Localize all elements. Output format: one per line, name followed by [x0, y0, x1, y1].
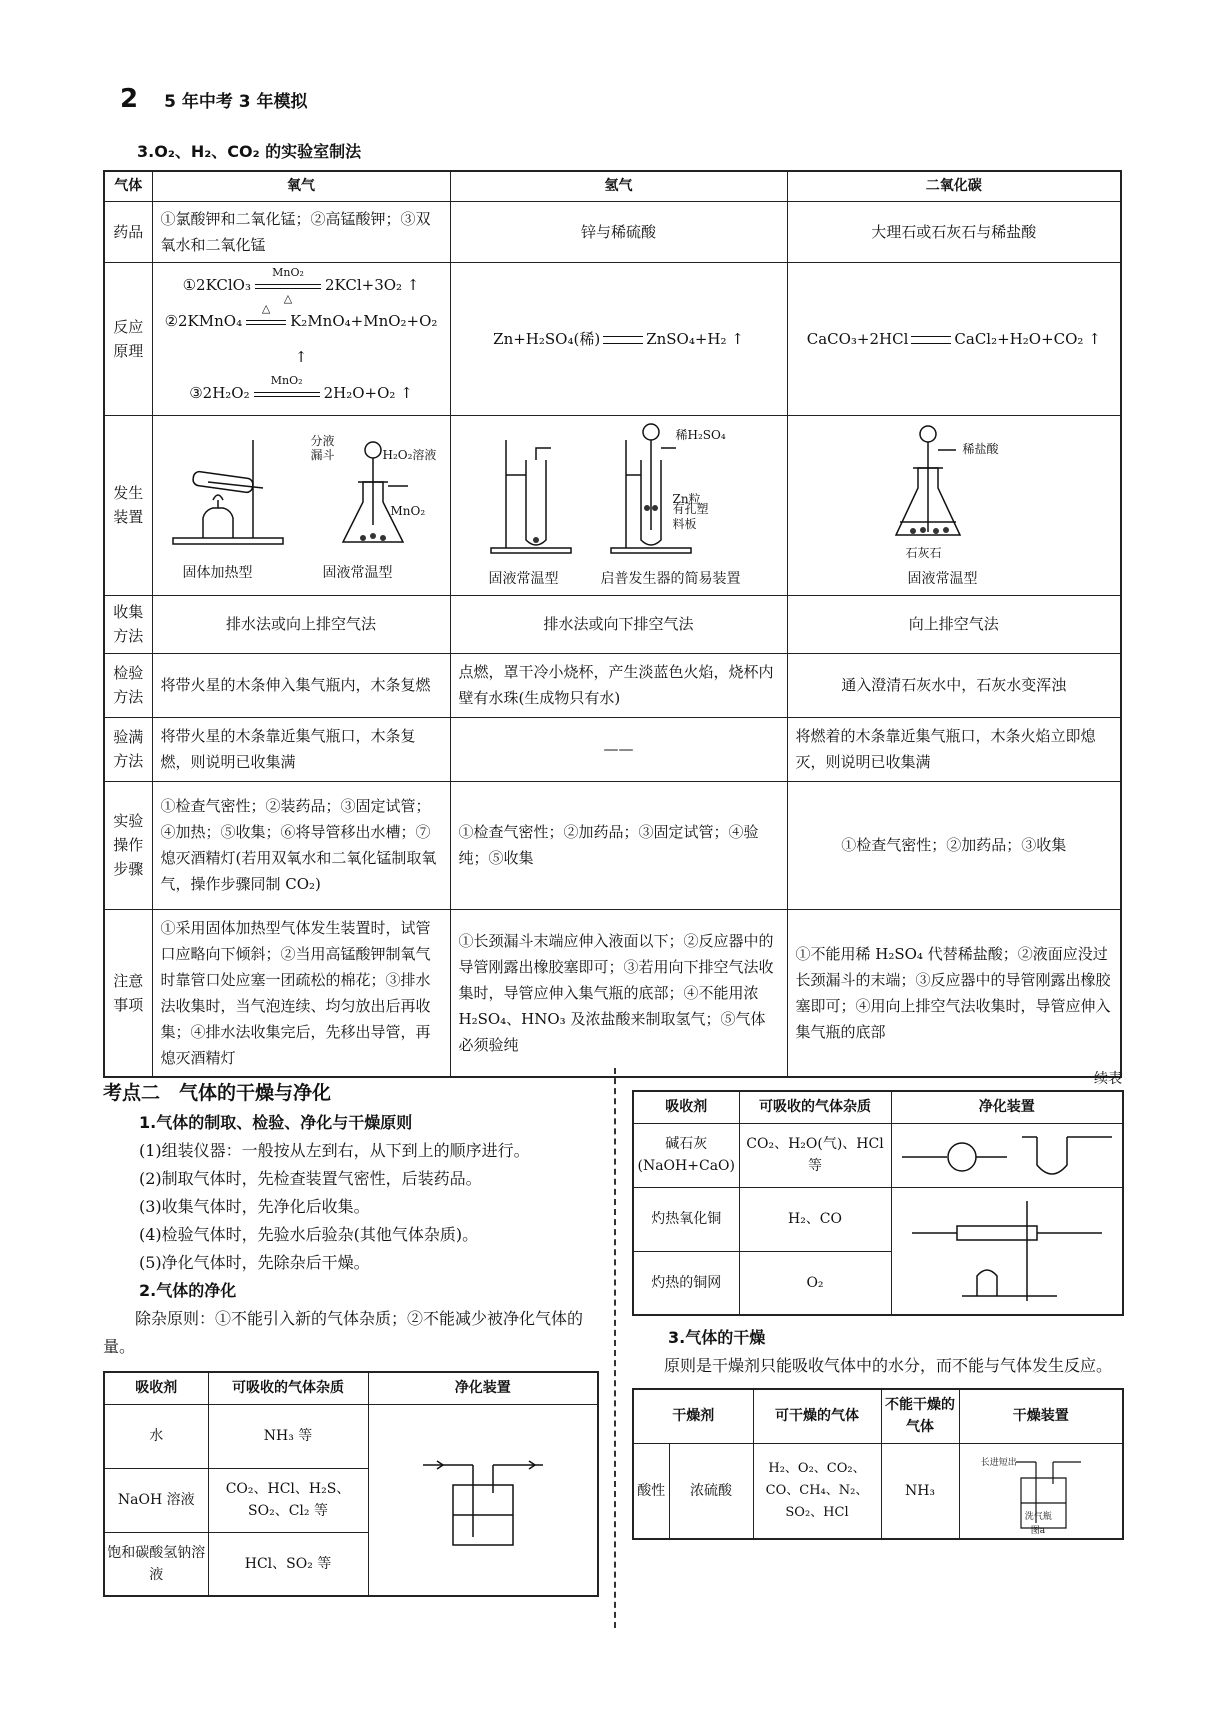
caption-co2-solid-liquid: 固液常温型	[907, 571, 978, 587]
principle-item: (1)组装仪器：一般按从左到右，从下到上的顺序进行。	[139, 1141, 530, 1160]
co2-drugs: 大理石或石灰石与稀盐酸	[787, 201, 1121, 262]
header-dryable-gas: 可干燥的气体	[753, 1389, 881, 1443]
caption-solid-heating: 固体加热型	[182, 565, 253, 581]
o2-steps: ①检查气密性；②装药品；③固定试管；④加热；⑤收集；⑥将导管移出水槽；⑦熄灭酒精灯(若用双氧水和二氧化锰制取氧气，操作步骤同制 CO₂)	[152, 781, 450, 909]
header-absorbent: 吸收剂	[104, 1372, 208, 1404]
co2-apparatus-drawing	[788, 420, 1120, 590]
h2-full: ——	[450, 717, 787, 781]
wash-bottle-drawing	[413, 1445, 553, 1555]
col-header-o2: 氧气	[152, 171, 450, 201]
heated-tube-drawing	[907, 1196, 1107, 1306]
gas-preparation-table	[103, 170, 1122, 1078]
o2-reactions	[152, 262, 450, 415]
co2-full: 将燃着的木条靠近集气瓶口，木条火焰立即熄灭，则说明已收集满	[787, 717, 1121, 781]
header-drying-device: 干燥装置	[959, 1389, 1123, 1443]
impurity-cell: NH₃ 等	[208, 1404, 368, 1468]
o2-collect: 排水法或向上排空气法	[152, 595, 450, 653]
principle-item: (4)检验气体时，先验水后验杂(其他气体杂质)。	[139, 1225, 479, 1244]
o2-notes: ①采用固体加热型气体发生装置时，试管口应略向下倾斜；②当用高锰酸钾制氧气时靠管口处应塞一团疏松的棉花；③排水法收集时，当气泡连续、均匀放出后再收集；④排水法收集完后，先移出导管，再熄灭酒精灯	[152, 909, 450, 1077]
absorbent-cell: NaOH 溶液	[104, 1468, 208, 1532]
non-dryable-gases: NH₃	[881, 1443, 959, 1539]
row-label-test: 检验方法	[104, 653, 152, 717]
label-figure-a: 图a	[1030, 1525, 1046, 1536]
row-label-reaction: 反应原理	[104, 262, 152, 415]
absorbent-cell: 灼热的铜网	[633, 1251, 739, 1315]
row-label-collect: 收集方法	[104, 595, 152, 653]
subtitle-purification: 2.气体的净化	[139, 1281, 237, 1300]
header-drying-agent: 干燥剂	[633, 1389, 753, 1443]
co2-test: 通入澄清石灰水中，石灰水变浑浊	[787, 653, 1121, 717]
header-impurity: 可吸收的气体杂质	[208, 1372, 368, 1404]
agent-type: 酸性	[633, 1443, 669, 1539]
row-label-apparatus: 发生装置	[104, 415, 152, 595]
h2-notes: ①长颈漏斗末端应伸入液面以下；②反应器中的导管刚露出橡胶塞即可；③若用向下排空气法收集时，导管应伸入集气瓶的底部；④不能用浓 H₂SO₄、HNO₃ 及浓盐酸来制取氢气；⑤气体必须验纯	[450, 909, 787, 1077]
absorbent-cell: 碱石灰(NaOH+CaO)	[633, 1123, 739, 1187]
u-tube-device	[891, 1123, 1123, 1187]
subtitle-principles: 1.气体的制取、检验、净化与干燥原则	[139, 1113, 413, 1132]
row-label-full: 验满方法	[104, 717, 152, 781]
h2-apparatus	[450, 415, 787, 595]
label-wash-bottle: 洗气瓶	[1024, 1511, 1052, 1522]
label-mno2: MnO₂	[390, 504, 426, 518]
o2-apparatus	[152, 415, 450, 595]
heated-tube-device	[891, 1187, 1123, 1315]
principle-item: (2)制取气体时，先检查装置气密性，后装药品。	[139, 1169, 482, 1188]
drying-bottle-device	[959, 1443, 1123, 1539]
row-label-notes: 注意事项	[104, 909, 152, 1077]
o2-full: 将带火星的木条靠近集气瓶口，木条复燃，则说明已收集满	[152, 717, 450, 781]
label-dilute-hcl: 稀盐酸	[962, 442, 999, 456]
caption-h2-solid-liquid: 固液常温型	[488, 571, 559, 587]
h2-drugs: 锌与稀硫酸	[450, 201, 787, 262]
col-header-h2: 氢气	[450, 171, 787, 201]
kaodian-2-section	[103, 1078, 597, 1597]
h2-apparatus-drawing	[451, 420, 786, 590]
co2-collect: 向上排空气法	[787, 595, 1121, 653]
impurity-cell: CO₂、H₂O(气)、HCl 等	[739, 1123, 891, 1187]
h2-steps: ①检查气密性；②加药品；③固定试管；④验纯；⑤收集	[450, 781, 787, 909]
agent-name: 浓硫酸	[669, 1443, 753, 1539]
purification-table	[103, 1371, 599, 1597]
principle-item: (5)净化气体时，先除杂后干燥。	[139, 1253, 370, 1272]
caption-kipp: 启普发生器的简易装置	[600, 571, 741, 587]
section-title: 3.O₂、H₂、CO₂ 的实验室制法	[137, 142, 362, 161]
absorbent-cell: 水	[104, 1404, 208, 1468]
drying-principle: 原则是干燥剂只能吸收气体中的水分，而不能与气体发生反应。	[664, 1356, 1113, 1375]
h2-reaction: Zn+H₂SO₄(稀) ZnSO₄+H₂ ↑	[450, 262, 787, 415]
dryable-gases: H₂、O₂、CO₂、CO、CH₄、N₂、SO₂、HCl	[753, 1443, 881, 1539]
header-impurity: 可吸收的气体杂质	[739, 1091, 891, 1123]
impurity-cell: HCl、SO₂ 等	[208, 1532, 368, 1596]
h2-test: 点燃，罩干冷小烧杯，产生淡蓝色火焰，烧杯内壁有水珠(生成物只有水)	[450, 653, 787, 717]
co2-apparatus	[787, 415, 1121, 595]
o2-drugs: ①氯酸钾和二氧化锰；②高锰酸钾；③双氧水和二氧化锰	[152, 201, 450, 262]
label-perforated-plate: 有孔塑料板	[672, 502, 709, 531]
row-label-drugs: 药品	[104, 201, 152, 262]
header-device: 净化装置	[891, 1091, 1123, 1123]
col-header-gas: 气体	[104, 171, 152, 201]
purification-principle: 除杂原则：①不能引入新的气体杂质；②不能减少被净化气体的量。	[103, 1309, 584, 1356]
header-absorbent: 吸收剂	[633, 1091, 739, 1123]
co2-steps: ①检查气密性；②加药品；③收集	[787, 781, 1121, 909]
impurity-cell: H₂、CO	[739, 1187, 891, 1251]
label-long-in-short-out: 长进短出	[980, 1457, 1017, 1468]
label-limestone: 石灰石	[905, 546, 942, 560]
col-header-co2: 二氧化碳	[787, 171, 1121, 201]
page-header	[120, 84, 308, 114]
drying-tube-drawing	[897, 1127, 1117, 1183]
page-number: 2	[120, 84, 139, 114]
purification-table-continued	[632, 1090, 1124, 1316]
table-continued-label: 续表	[1094, 1071, 1122, 1087]
principle-item: (3)收集气体时，先净化后收集。	[139, 1197, 370, 1216]
caption-solid-liquid: 固液常温型	[322, 565, 393, 581]
impurity-cell: CO₂、HCl、H₂S、SO₂、Cl₂ 等	[208, 1468, 368, 1532]
label-zn-granules: Zn粒	[672, 492, 701, 506]
label-funnel: 分液漏斗	[310, 434, 335, 462]
column-divider	[614, 1068, 616, 1628]
right-column	[632, 1068, 1122, 1540]
absorbent-cell: 饱和碳酸氢钠溶液	[104, 1532, 208, 1596]
wash-bottle-device	[368, 1404, 598, 1596]
header-device: 净化装置	[368, 1372, 598, 1404]
absorbent-cell: 灼热氧化铜	[633, 1187, 739, 1251]
o2-equation-2: ②2KMnO₄ △ K₂MnO₄+MnO₂+O₂ ↑	[164, 301, 438, 366]
co2-notes: ①不能用稀 H₂SO₄ 代替稀盐酸；②液面应没过长颈漏斗的末端；③反应器中的导管刚露出橡胶塞即可；④用向上排空气法收集时，导管应伸入集气瓶的底部	[787, 909, 1121, 1077]
h2-collect: 排水法或向下排空气法	[450, 595, 787, 653]
header-non-dryable-gas: 不能干燥的气体	[881, 1389, 959, 1443]
o2-equation-1: ①2KClO₃ MnO₂ △ 2KCl+3O₂ ↑	[182, 265, 420, 305]
label-h2o2: H₂O₂溶液	[382, 448, 437, 462]
impurity-cell: O₂	[739, 1251, 891, 1315]
subtitle-drying: 3.气体的干燥	[668, 1328, 766, 1347]
co2-reaction: CaCO₃+2HCl CaCl₂+H₂O+CO₂ ↑	[787, 262, 1121, 415]
o2-test: 将带火星的木条伸入集气瓶内，木条复燃	[152, 653, 450, 717]
label-dilute-h2so4: 稀H₂SO₄	[675, 428, 726, 442]
row-label-steps: 实验操作步骤	[104, 781, 152, 909]
o2-equation-3: ③2H₂O₂ MnO₂ 2H₂O+O₂ ↑	[189, 373, 413, 402]
kaodian-2-title: 考点二 气体的干燥与净化	[103, 1082, 332, 1104]
drying-table	[632, 1388, 1124, 1540]
book-title: 5 年中考 3 年模拟	[164, 91, 308, 112]
